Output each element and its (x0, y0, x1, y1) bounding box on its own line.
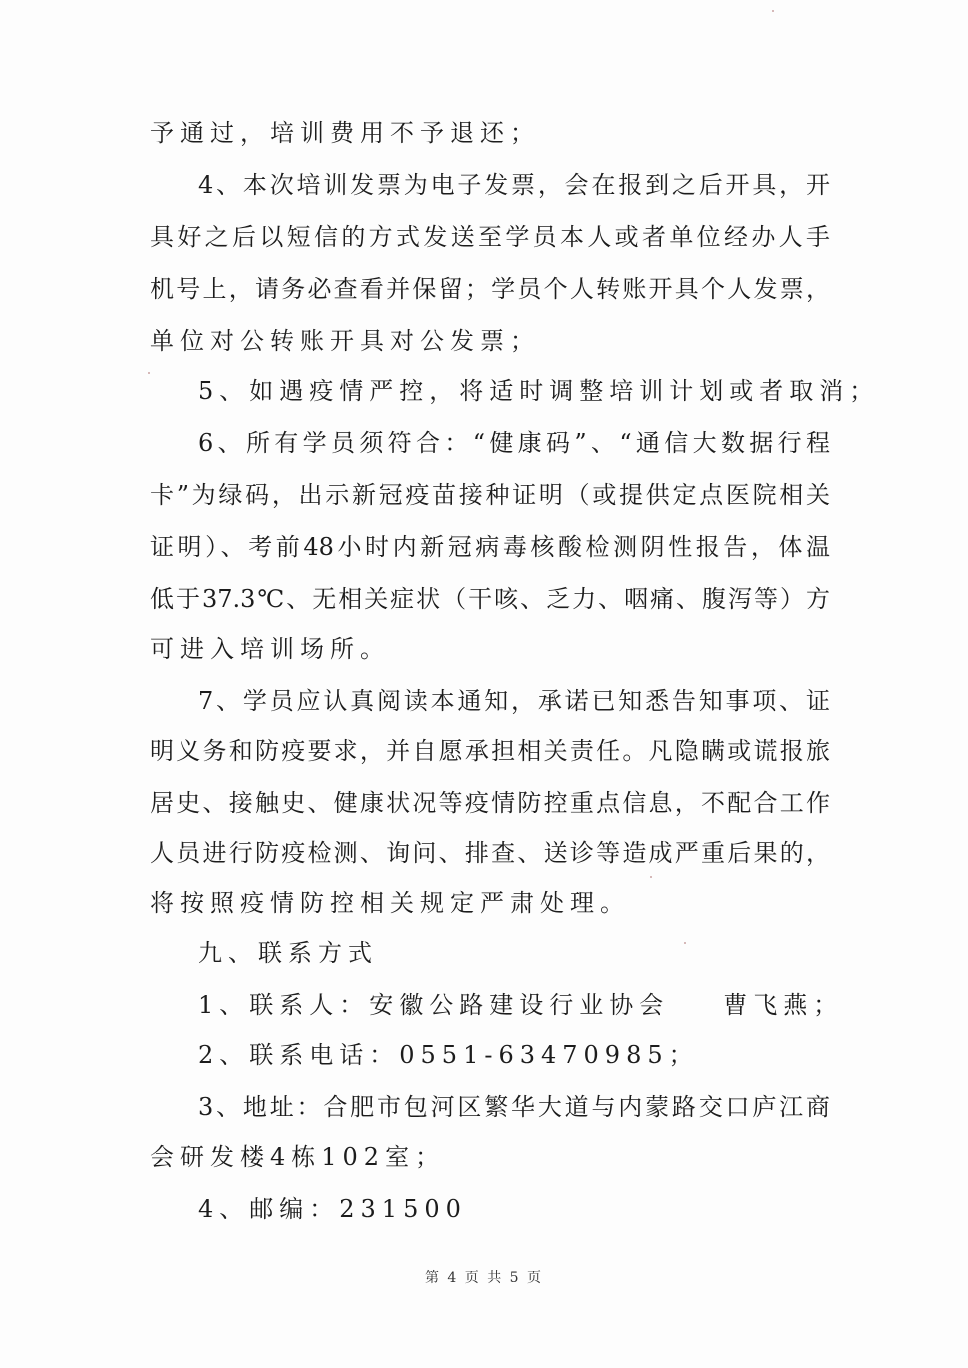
scan-speck (650, 876, 652, 878)
scan-speck (772, 10, 774, 12)
paragraph-line: 人员进行防疫检测、询问、排查、送诊等造成严重后果的， (150, 839, 830, 867)
contact-person-org: 1、联系人：安徽公路建设行业协会 (198, 991, 670, 1019)
contact-person (198, 979, 878, 1031)
paragraph-line: 证明）、考前48小时内新冠病毒核酸检测阴性报告，体温 (150, 533, 830, 561)
section-heading: 九、联系方式 (198, 939, 378, 967)
contact-person-name: 曹飞燕； (723, 991, 844, 1019)
paragraph-line: 卡”为绿码，出示新冠疫苗接种证明（或提供定点医院相关 (150, 481, 830, 509)
contact-address: 3、地址：合肥市包河区繁华大道与内蒙路交口庐江商 (198, 1093, 830, 1121)
paragraph-line: 6、所有学员须符合：“健康码”、“通信大数据行程 (198, 429, 830, 457)
paragraph-line: 5、如遇疫情严控，将适时调整培训计划或者取消； (198, 377, 880, 405)
paragraph-line: 单位对公转账开具对公发票； (150, 327, 540, 355)
scan-speck (684, 942, 686, 944)
paragraph-line: 低于37.3℃、无相关症状（干咳、乏力、咽痛、腹泻等）方 (150, 585, 830, 613)
contact-postcode: 4、邮编：231500 (198, 1195, 467, 1223)
page-number: 第 4 页 共 5 页 (424, 1270, 544, 1286)
paragraph-line: 予通过，培训费用不予退还； (150, 119, 540, 147)
paragraph-line: 4、本次培训发票为电子发票，会在报到之后开具，开 (198, 171, 830, 199)
paragraph-line: 7、学员应认真阅读本通知，承诺已知悉告知事项、证 (198, 687, 830, 715)
contact-phone: 2、联系电话：0551-63470985； (198, 1041, 699, 1069)
paragraph-line: 明义务和防疫要求，并自愿承担相关责任。凡隐瞒或谎报旅 (150, 737, 830, 765)
paragraph-line: 可进入培训场所。 (150, 635, 390, 663)
paragraph-line: 居史、接触史、健康状况等疫情防控重点信息，不配合工作 (150, 789, 830, 817)
paragraph-line: 具好之后以短信的方式发送至学员本人或者单位经办人手 (150, 223, 830, 251)
paragraph-line: 将按照疫情防控相关规定严肃处理。 (150, 889, 630, 917)
scan-speck (148, 372, 150, 374)
paragraph-line: 机号上，请务必查看并保留；学员个人转账开具个人发票， (150, 275, 830, 303)
contact-address-continued: 会研发楼4栋102室； (150, 1143, 446, 1171)
